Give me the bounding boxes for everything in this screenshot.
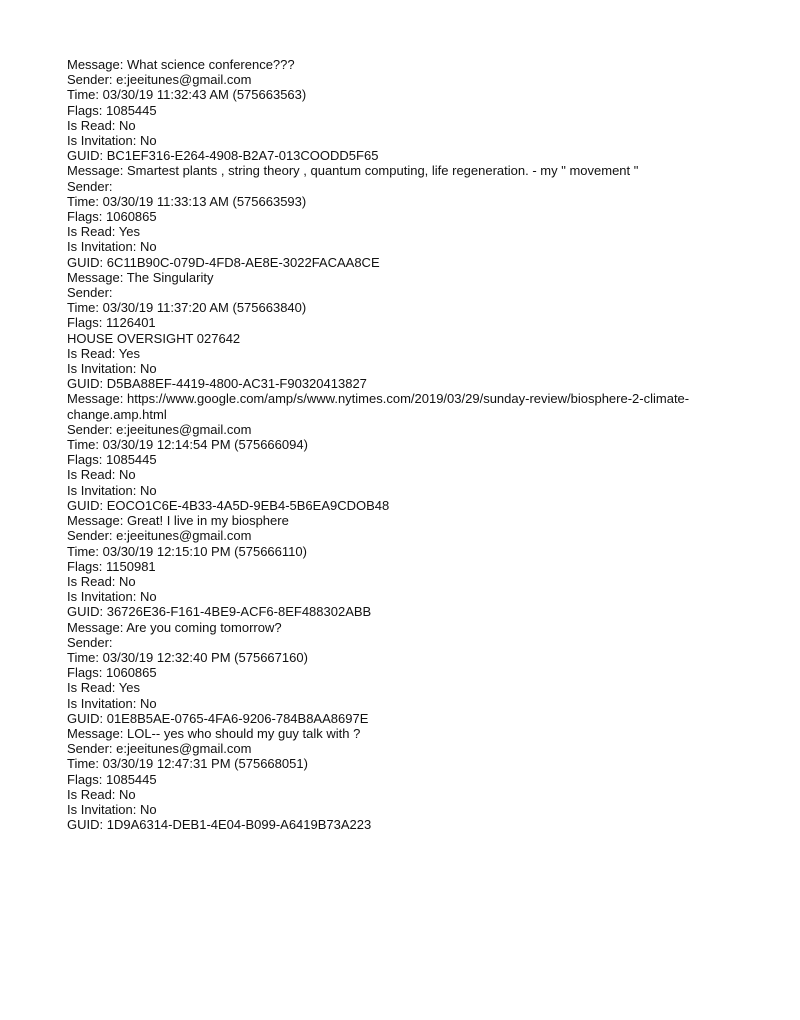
- time-line: Time: 03/30/19 12:47:31 PM (575668051): [67, 756, 308, 772]
- time-line: Time: 03/30/19 12:32:40 PM (575667160): [67, 649, 308, 665]
- sender-line: Sender: e:jeeitunes@gmail.com: [67, 741, 252, 757]
- guid-line: GUID: 6C11B90C-079D-4FD8-AE8E-3022FACAA8CE: [67, 254, 380, 270]
- message-line: Message: Great! I live in my biosphere: [67, 513, 289, 529]
- flags-line: Flags: 1085445: [67, 452, 157, 468]
- is-read-line: Is Read: Yes: [67, 345, 140, 361]
- is-read-line: Is Read: No: [67, 467, 136, 483]
- flags-line: Flags: 1060865: [67, 209, 157, 225]
- flags-line: Flags: 1150981: [67, 558, 156, 574]
- guid-line: GUID: BC1EF316-E264-4908-B2A7-013COODD5F65: [67, 148, 379, 164]
- is-invitation-line: Is Invitation: No: [67, 361, 157, 377]
- is-invitation-line: Is Invitation: No: [67, 133, 157, 149]
- message-line: Message: What science conference???: [67, 57, 295, 72]
- time-line: Time: 03/30/19 11:37:20 AM (575663840): [67, 300, 307, 316]
- guid-line: GUID: D5BA88EF-4419-4800-AC31-F90320413827: [67, 376, 367, 392]
- guid-line: GUID: 36726E36-F161-4BE9-ACF6-8EF488302ABB: [67, 604, 372, 620]
- is-read-line: Is Read: Yes: [67, 680, 140, 696]
- time-line: Time: 03/30/19 12:15:10 PM (575666110): [67, 543, 307, 559]
- sender-line: Sender: e:jeeitunes@gmail.com: [67, 421, 252, 437]
- is-invitation-line: Is Invitation: No: [67, 695, 157, 711]
- flags-line: Flags: 1085445: [67, 102, 157, 118]
- is-read-line: Is Read: No: [67, 117, 136, 133]
- is-invitation-line: Is Invitation: No: [67, 482, 157, 498]
- message-line: Message: LOL-- yes who should my guy talk with ?: [67, 725, 361, 741]
- sender-line: Sender: e:jeeitunes@gmail.com: [67, 528, 252, 544]
- is-read-line: Is Read: Yes: [67, 224, 140, 240]
- message-line: Message: The Singularity: [67, 269, 214, 285]
- sender-line: Sender: e:jeeitunes@gmail.com: [67, 72, 252, 88]
- message-line: Message: Are you coming tomorrow?: [67, 619, 282, 635]
- time-line: Time: 03/30/19 12:14:54 PM (575666094): [67, 437, 308, 453]
- bates-stamp: HOUSE OVERSIGHT 027642: [67, 330, 241, 346]
- message-line: Message: Smartest plants , string theory , quantum computing, life regeneration. - my " movement ": [67, 163, 639, 179]
- flags-line: Flags: 1060865: [67, 665, 157, 681]
- guid-line: GUID: 01E8B5AE-0765-4FA6-9206-784B8AA8697E: [67, 710, 369, 726]
- message-line: Message: https://www.google.com/amp/s/www.nytimes.com/2019/03/29/sunday-review/biosphere-2-climate-change.amp.html: [67, 391, 690, 422]
- is-invitation-line: Is Invitation: No: [67, 801, 157, 817]
- is-invitation-line: Is Invitation: No: [67, 239, 157, 255]
- guid-line: GUID: EOCO1C6E-4B33-4A5D-9EB4-5B6EA9CDOB48: [67, 497, 390, 513]
- sender-line: Sender:: [67, 634, 113, 650]
- time-line: Time: 03/30/19 11:32:43 AM (575663563): [67, 87, 307, 103]
- flags-line: Flags: 1085445: [67, 771, 157, 787]
- is-invitation-line: Is Invitation: No: [67, 589, 157, 605]
- flags-line: Flags: 1126401: [67, 315, 156, 331]
- time-line: Time: 03/30/19 11:33:13 AM (575663593): [67, 193, 307, 209]
- guid-line: GUID: 1D9A6314-DEB1-4E04-B099-A6419B73A223: [67, 817, 372, 833]
- sender-line: Sender:: [67, 178, 113, 194]
- sender-line: Sender:: [67, 285, 113, 301]
- is-read-line: Is Read: No: [67, 786, 136, 802]
- is-read-line: Is Read: No: [67, 573, 136, 589]
- message-log: [67, 57, 707, 832]
